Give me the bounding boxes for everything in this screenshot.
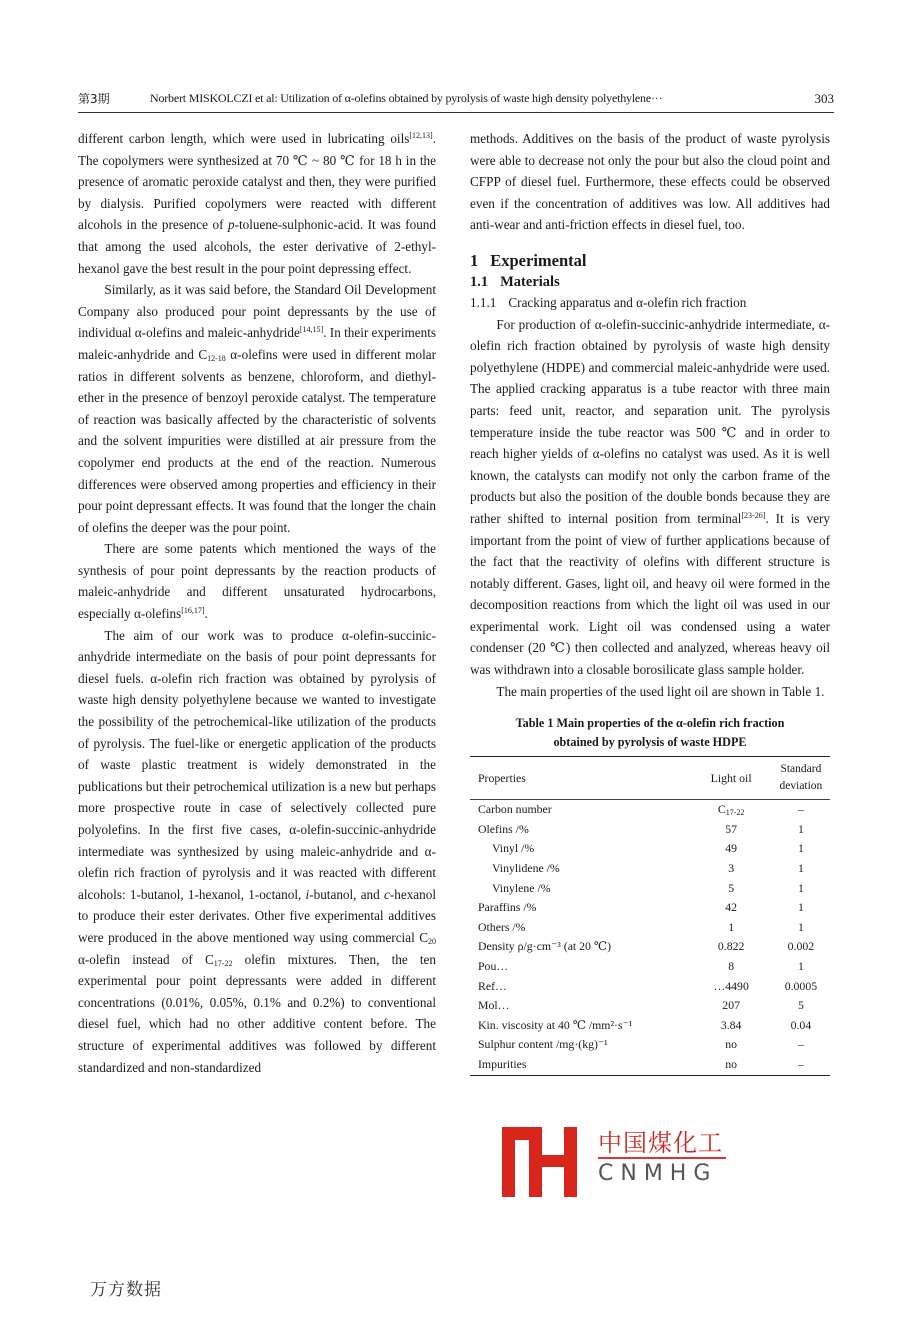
cell-light-oil: 8 xyxy=(728,959,735,973)
running-title: Norbert MISKOLCZI et al: Utilization of α-olefins obtained by pyrolysis of waste high density polyethylene··· xyxy=(150,91,663,105)
cell-light-oil: 49 xyxy=(725,841,738,856)
cell-light-oil: 57 xyxy=(725,821,738,836)
cell-property: Olefins /% xyxy=(478,821,529,836)
cell-std-dev: 1 xyxy=(797,959,804,973)
watermark-divider xyxy=(598,1157,726,1159)
cell-light-oil: 5 xyxy=(728,880,735,895)
cell-std-dev: 5 xyxy=(797,998,804,1013)
left-column xyxy=(78,128,436,1078)
cell-property: Mol… xyxy=(478,998,510,1013)
cell-light-oil: 3.84 xyxy=(720,1017,742,1032)
citation: [14,15] xyxy=(299,325,324,335)
table-row xyxy=(470,977,830,997)
cell-property: Vinyl /% xyxy=(492,841,535,856)
table-row xyxy=(470,800,830,820)
cell-std-dev: 1 xyxy=(797,900,804,915)
paragraph: The main properties of the used light oil are shown in Table 1. xyxy=(496,683,825,699)
subsection-heading: 1.1 Materials xyxy=(470,273,560,290)
watermark-cn-text: 中国煤化工 xyxy=(598,1129,723,1157)
table-body xyxy=(470,800,830,1075)
cell-property: Sulphur content /mg·(kg)⁻¹ xyxy=(478,1037,608,1052)
table-row xyxy=(470,1055,830,1075)
cell-property: Pou… xyxy=(478,959,509,973)
cell-property: Paraffins /% xyxy=(478,900,537,915)
cell-property: Impurities xyxy=(478,1056,527,1071)
citation: [12,13] xyxy=(409,131,433,140)
col-header-properties: Properties xyxy=(478,770,526,785)
paragraph: There are some patents which mentioned the ways of the synthesis of pour point depressants by the reaction products of maleic-anhydride and different unsaturated hydrocarbons, especially α-olefins[16,17]. xyxy=(78,541,436,622)
table-row xyxy=(470,996,830,1016)
cell-light-oil: 42 xyxy=(725,900,738,915)
cell-light-oil: …4490 xyxy=(713,978,749,993)
paragraph: methods. Additives on the basis of the product of waste pyrolysis were able to decrease not only the pour but also the cloud point and CFPP of diesel fuel. Furthermore, these effects could be observed even if the concentration of additives was low. All additives had anti-wear and anti-friction effects in diesel fuel, too. xyxy=(470,131,830,233)
cell-std-dev: 0.0005 xyxy=(784,978,818,993)
col-header-light-oil: Light oil xyxy=(710,770,752,785)
citation: [16,17] xyxy=(181,606,205,616)
cell-property: Density ρ/g·cm⁻³ (at 20 ℃) xyxy=(478,939,612,954)
issue-number: 第3期 xyxy=(78,92,110,106)
running-header xyxy=(78,88,834,113)
table-header-row xyxy=(470,757,830,800)
cell-property: Others /% xyxy=(478,919,526,934)
table-caption: Table 1 Main properties of the α-olefin rich fraction obtained by pyrolysis of waste HDPE xyxy=(515,716,785,750)
cell-std-dev: 0.002 xyxy=(787,939,815,954)
cell-std-dev: 1 xyxy=(797,919,804,934)
cell-std-dev: 1 xyxy=(797,841,804,856)
cell-light-oil: 3 xyxy=(728,861,735,876)
cell-std-dev: – xyxy=(797,1056,804,1071)
cell-std-dev: 1 xyxy=(797,861,804,876)
paragraph: different carbon length, which were used in lubricating oils[12,13]. The copolymers were synthesized at 70 ℃ ~ 80 ℃ for 18 h in the presence of aromatic peroxide catalyst and then, they were purified by dialysis. Purified copolymers were reacted with different alcohols in the presence of p-toluene-sulphonic-acid. It was found that among the used alcohols, the ester derivative of 2-ethyl-hexanol gave the best result in the pour point depressing effect. xyxy=(78,131,436,276)
table-row xyxy=(470,1035,830,1055)
table-row xyxy=(470,957,830,977)
cnmhg-logo-icon xyxy=(502,1127,582,1197)
page-number: 303 xyxy=(814,91,834,106)
cell-std-dev: – xyxy=(797,802,804,817)
cell-std-dev: – xyxy=(797,1037,804,1052)
col-header-std-dev: Standard deviation xyxy=(779,763,823,793)
table-row xyxy=(470,1016,830,1036)
properties-table xyxy=(470,756,830,1075)
watermark-en-text: CNMHG xyxy=(598,1161,718,1186)
table-row xyxy=(470,839,830,859)
table-row xyxy=(470,820,830,840)
cell-property: Kin. viscosity at 40 ℃ /mm²·s⁻¹ xyxy=(478,1017,633,1032)
citation: [23-26] xyxy=(741,510,766,520)
paragraph: Similarly, as it was said before, the Standard Oil Development Company also produced pour point depressants by the use of individual α-olefins and maleic-anhydride[14,15]. In their experiments maleic-anhydride and $C_{12-18}$ α-olefins were used in different molar ratios in different solvents as benzene, chloroform, and diethyl-ether in the presence of benzoyl peroxide catalyst. The temperature of reaction was basically affected by the characteristic of solvents and the solvent impurities were distilled at air pressure from the copolymer end products at the end of the reaction. Numerous differences were observed among properties and efficiency in their pour point depressant effects. It was found that the longer the chain of olefins the deeper was the pour point. xyxy=(78,282,436,535)
table-row xyxy=(470,898,830,918)
section-heading: 1 Experimental xyxy=(470,250,587,270)
cell-std-dev: 1 xyxy=(797,880,804,895)
cell-light-oil: 0.822 xyxy=(717,939,745,954)
cell-light-oil: no xyxy=(725,1037,738,1052)
cell-light-oil: 1 xyxy=(728,919,735,934)
table-row xyxy=(470,859,830,879)
cell-property: Vinylidene /% xyxy=(492,861,560,876)
watermark xyxy=(502,1123,730,1199)
table-row xyxy=(470,918,830,938)
source-watermark: 万方数据 xyxy=(90,1280,162,1300)
cell-std-dev: 1 xyxy=(797,821,804,836)
cell-std-dev: 0.04 xyxy=(790,1017,812,1032)
table-row xyxy=(470,937,830,957)
cell-property: Ref… xyxy=(478,978,507,993)
subsubsection-heading: 1.1.1 Cracking apparatus and α-olefin rich fraction xyxy=(470,294,747,310)
cell-light-oil: $C_{17-22}$ xyxy=(717,802,745,818)
right-column xyxy=(470,128,830,1076)
cell-property: Vinylene /% xyxy=(492,880,551,895)
paragraph: The aim of our work was to produce α-olefin-succinic-anhydride intermediate on the basis of pour point depressants for diesel fuels. α-olefin rich fraction was obtained by pyrolysis of waste high density polyethylene because we wanted to investigate the possibility of the petrochemical-like utilization of the products of pyrolysis. The fuel-like or energetic application of the products of waste plastic treatment is widely demonstrated in the publications but their petrochemical utilization is a new but perhaps more prospective route in case of selectively collected pure polyolefins. In the first five cases, α-olefin-succinic-anhydride intermediate was synthesized by using maleic-anhydride and α-olefin rich fraction of pyrolysis and it was reacted with different alcohols: 1-butanol, 1-hexanol, 1-octanol, i-butanol, and c-hexanol to produce their ester derivates. Other five experimental additives were produced in the above mentioned way using commercial $C_{20}$ α-olefin instead of $C_{17-22}$ olefin mixtures. Then, the ten experimental pour point depressants were added in different concentrations (0.01%, 0.05%, 0.1% and 0.2%) to conventional diesel fuel, which had no other additive content before. The structure of experimental additives was followed by different standardized and non-standardized xyxy=(78,627,436,1075)
cell-property: Carbon number xyxy=(478,802,552,817)
cell-light-oil: 207 xyxy=(722,998,740,1013)
paragraph: For production of α-olefin-succinic-anhydride intermediate, α-olefin rich fraction obtained by pyrolysis of waste high density polyethylene (HDPE) and commercial maleic-anhydride were used. The applied cracking apparatus is a tube reactor with three main parts: feed unit, reactor, and separation unit. The pyrolysis temperature inside the tube reactor was 500 ℃ and in order to reach higher yields of α-olefins no catalyst was used. As it is well known, the catalysts can modify not only the carbon frame of the products but also the position of the double bonds because they are rather shifted to internal position from terminal[23-26]. It is very important from the point of view of further applications because of the fact that the reactivity of olefins with different structure is notably different. Gases, light oil, and heavy oil were formed in the decomposition reactions from which the light oil was used in our experimental work. Light oil was condensed using a water condenser (20 ℃) then collected and analyzed, whereas heavy oil was withdrawn into a closable borosilicate glass sample holder. xyxy=(470,316,830,678)
table-row xyxy=(470,879,830,899)
cell-light-oil: no xyxy=(725,1056,738,1071)
